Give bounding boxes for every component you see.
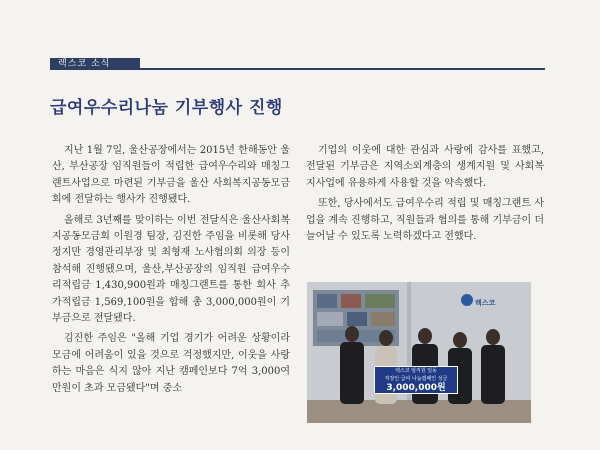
article-column-right: [306, 143, 544, 249]
section-divider: [140, 68, 545, 70]
ceremony-photo: [307, 282, 531, 423]
donation-panel: [374, 366, 458, 394]
section-label: 렉스코 소식: [58, 59, 111, 69]
paragraph: 김진한 주임은 "올해 기업 경기가 어려운 상황이라 모금에 어려움이 있을 것으로 걱정했지만, 이웃을 사랑하는 마음은 식지 않아 지난 캠페인보다 7억 3,000여 만원이 초과 모금됐다"며 중소: [52, 333, 290, 394]
paragraph: 기업의 이웃에 대한 관심과 사랑에 감사를 표했고, 전달된 기부금은 지역소외계층의 생계지원 및 사회복지사업에 유용하게 사용할 것을 약속했다.: [306, 145, 544, 189]
panel-line2: 직장인 급여 나눔캠페인 성금: [384, 376, 448, 382]
article-column-left: [52, 143, 290, 401]
paragraph: 또한, 당사에서도 급여우수리 적립 및 매칭그랜트 사업을 계속 진행하고, 직원들과 협의를 통해 기부금이 더 늘어날 수 있도록 노력하겠다고 전했다.: [306, 198, 544, 243]
paragraph: 올해로 3년째를 맞이하는 이번 전달식은 울산사회복지공동모금회 이원경 팀장, 김진한 주임을 비롯해 당사 정지만 경영관리부장 및 최형재 노사협의회 의장 등이 참석해 진행됐으며, 울산,부산공장의 임직원 급여우수리적립금 1,430,900원과 매칭그랜트를 통한 회사 추가적립금 1,569,100원을 합해 총 3,000,000원이 기부금으로 전달됐다.: [52, 214, 290, 325]
article-title: 급여우수리나눔 기부행사 진행: [50, 98, 283, 118]
panel-line1: 렉스코 임직원 일동: [395, 368, 437, 374]
paragraph: 지난 1월 7일, 울산공장에서는 2015년 한해동안 울산, 부산공장 임직원들이 적립한 급여우수리와 매칭그랜트사업으로 마련된 기부금을 울산 사회복지공동모금회에 전달하는 행사가 진행됐다.: [52, 145, 290, 206]
photo-scene: [307, 282, 531, 423]
company-logo-text: 렉스코: [475, 299, 496, 307]
panel-amount: 3,000,000원: [386, 383, 446, 393]
